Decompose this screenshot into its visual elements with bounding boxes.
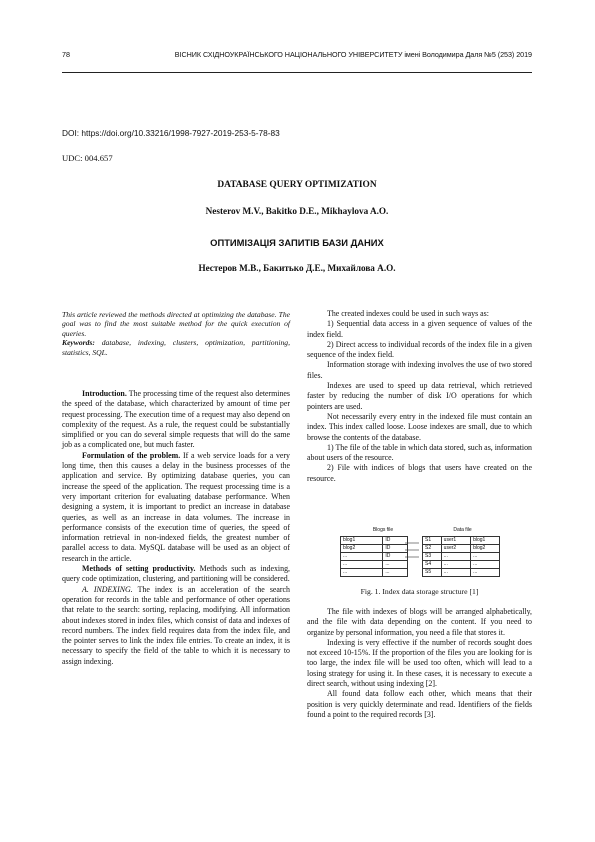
problem-text: If a web service loads for a very long time, then this causes a delay in the business processes of the application and service. By optimizing database queries, you can increase the speed of the application. The request processing time is a very important criterion for evaluating database performance. When designing a system, it is important to predict an increase in database queries, as well as an increase in data volumes. The increase in performance consists of the execution time of queries, the speed of information retrieval in non-indexed fields, the greatest number of parallel access to data. MySQL database will be used as an object of research in the article.	[62, 450, 290, 563]
data-row	[423, 561, 500, 569]
running-header	[62, 50, 532, 62]
keywords-list: database, indexing, clusters, optimization, partitioning, statistics, SQL.	[62, 338, 290, 357]
data-row	[423, 545, 500, 553]
blogs-row	[341, 561, 408, 569]
table-cell: blog2	[471, 545, 500, 553]
data-file-label: Data file	[453, 527, 472, 533]
right-column-bottom	[307, 607, 532, 720]
table-cell: ID	[383, 545, 408, 553]
table-cell: ...	[383, 569, 408, 577]
methods-text: Methods such as indexing, query code optimization, clustering, and partitioning will be considered.	[62, 564, 290, 584]
methods-heading: Methods of setting productivity.	[82, 564, 196, 574]
table-cell: S5	[423, 569, 442, 577]
table-cell: ...	[383, 561, 408, 569]
table-cell: ...	[441, 569, 470, 577]
table-cell: ...	[341, 561, 383, 569]
table-cell: ID	[383, 553, 408, 561]
para: 2) File with indices of blogs that users have created on the resource.	[307, 463, 532, 483]
keywords-label: Keywords:	[62, 338, 95, 348]
problem-heading: Formulation of the problem.	[82, 450, 181, 460]
figure-caption: Fig. 1. Index data storage structure [1]	[360, 587, 479, 596]
para: The created indexes could be used in such ways as:	[327, 309, 489, 318]
para: Information storage with indexing involves the use of two stored files.	[307, 360, 532, 380]
indexing-text: The index is an acceleration of the search operation for records in the table and performance of other operations that relate to the search: sorting, replacing, modifying. All information about indexes stored in index files, which consist of data and indexes of record numbers. The index field requires data from the index file, and the pointer serves to link the index file entries. To create an index, it is necessary to specify the field of the table to which it is necessary to assign indexing.	[62, 584, 290, 666]
blogs-row	[341, 545, 408, 553]
header-rule	[62, 72, 532, 73]
table-cell: ID	[383, 537, 408, 545]
data-row	[423, 569, 500, 577]
table-cell: S4	[423, 561, 442, 569]
table-cell: ...	[471, 553, 500, 561]
index-pointer-arrows	[405, 540, 419, 576]
para: The file with indexes of blogs will be arranged alphabetically, and the file with data depending on the content. If you need to organize by personal information, you need a file that stores it.	[307, 607, 532, 637]
table-cell: blog2	[341, 545, 383, 553]
page-number: 78	[62, 50, 70, 59]
blogs-row	[341, 537, 408, 545]
table-cell: user1	[441, 537, 470, 545]
blogs-table	[340, 536, 408, 577]
table-cell: ...	[441, 553, 470, 561]
table-cell: ...	[341, 569, 383, 577]
indexing-paragraph	[62, 585, 290, 667]
para: Not necessarily every entry in the indexed file must contain an index. This index called loose. Loose indexes are small, due to which browse the contents of the database.	[307, 411, 532, 442]
blogs-row	[341, 553, 408, 561]
problem-paragraph	[62, 451, 290, 564]
indexing-heading: A. INDEXING.	[82, 584, 133, 594]
data-table	[422, 536, 500, 577]
doi-link[interactable]: DOI: https://doi.org/10.33216/1998-7927-2019-253-5-78-83	[62, 128, 280, 138]
para: 1) Sequential data access in a given sequence of values of the index field.	[307, 319, 532, 339]
table-cell: ...	[471, 569, 500, 577]
blogs-row	[341, 569, 408, 577]
udc-code: UDC: 004.657	[62, 153, 113, 163]
table-cell: ...	[341, 553, 383, 561]
data-row	[423, 553, 500, 561]
table-cell: blog1	[471, 537, 500, 545]
intro-text: The processing time of the request also determines the speed of the database, which characterized by amount of time per request processing. The execution time of a request may also depend on complexity of the request. As a rule, the request could be substantially simplified or you can do several simple requests that will do the same job as a complicated one, but much faster.	[62, 389, 290, 450]
table-cell: S2	[423, 545, 442, 553]
keywords	[62, 338, 290, 357]
intro-heading: Introduction.	[82, 389, 127, 398]
para: Indexes are used to speed up data retrieval, which retrieved faster by reducing the number of disk I/O operations for which pointers are used.	[307, 381, 532, 411]
table-cell: S1	[423, 537, 442, 545]
abstract	[62, 310, 290, 357]
authors-ua: Нестеров М.В., Бакитько Д.Е., Михайлова А.О.	[198, 263, 396, 273]
table-cell: S3	[423, 553, 442, 561]
para: 1) The file of the table in which data stored, such as, information about users of the resource.	[307, 442, 532, 463]
authors-en: Nesterov M.V., Bakitko D.E., Mikhaylova A.O.	[205, 206, 389, 216]
para: 2) Direct access to individual records of the index file in a given sequence of the index field.	[307, 339, 532, 360]
table-cell: ...	[441, 561, 470, 569]
article-title-ua: ОПТИМІЗАЦІЯ ЗАПИТІВ БАЗИ ДАНИХ	[210, 237, 384, 248]
methods-paragraph	[62, 564, 290, 585]
journal-title: ВІСНИК СХІДНОУКРАЇНСЬКОГО НАЦІОНАЛЬНОГО УНІВЕРСИТЕТУ імені Володимира Даля №5 (253) 2019	[174, 50, 532, 59]
figure-index-structure	[340, 527, 500, 583]
para: Indexing is very effective if the number of records sought does not exceed 10-15%. If the proportion of the files you are looking for is too large, the index file will be used too often, which will lead to a losing strategy for using it. In these cases, it is necessary to execute a direct search, without using indexing [2].	[307, 637, 532, 689]
para: All found data follow each other, which means that their position is very quickly determinate and read. Identifiers of the fields found a point to the required records [3].	[307, 689, 532, 719]
table-cell: user2	[441, 545, 470, 553]
data-row	[423, 537, 500, 545]
blogs-file-label: Blogs file	[372, 527, 394, 533]
table-cell: ...	[471, 561, 500, 569]
article-title-en: DATABASE QUERY OPTIMIZATION	[217, 180, 377, 190]
right-column-top	[307, 309, 532, 484]
abstract-text: This article reviewed the methods directed at optimizing the database. The goal was to find the most suitable method for the quick execution of queries.	[62, 310, 290, 338]
intro-paragraph	[62, 389, 290, 451]
table-cell: blog1	[341, 537, 383, 545]
left-column	[62, 389, 290, 667]
